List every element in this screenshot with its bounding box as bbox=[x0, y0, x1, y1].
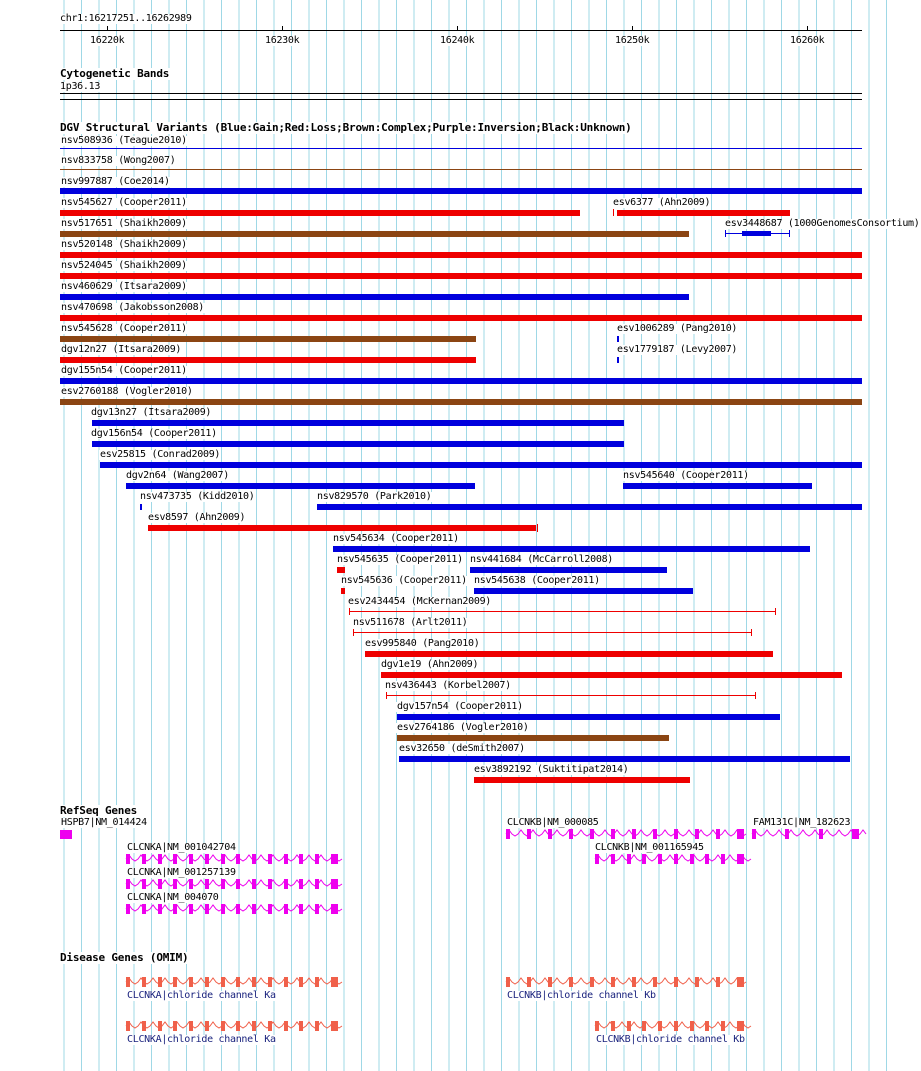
variant-line-loss[interactable] bbox=[353, 632, 752, 633]
variant-bar-end bbox=[755, 692, 756, 699]
variant-label[interactable]: esv8597 (Ahn2009) bbox=[148, 512, 246, 523]
exon-block bbox=[695, 977, 699, 987]
variant-label[interactable]: esv6377 (Ahn2009) bbox=[613, 197, 711, 208]
variant-bar-gain[interactable] bbox=[742, 231, 771, 236]
exon-block bbox=[527, 829, 531, 839]
exon-block bbox=[705, 854, 709, 864]
variant-label[interactable]: nsv545628 (Cooper2011) bbox=[61, 323, 187, 334]
exon-block bbox=[142, 879, 146, 889]
variant-bar-complex[interactable] bbox=[60, 231, 689, 237]
cytoband-line bbox=[60, 99, 862, 100]
variant-label[interactable]: dgv156n54 (Cooper2011) bbox=[91, 428, 217, 439]
variant-bar-loss[interactable] bbox=[60, 252, 862, 258]
exon-block bbox=[142, 904, 146, 914]
cytoband-track-title: Cytogenetic Bands bbox=[60, 67, 170, 80]
gene-label[interactable]: FAM131C|NM_182623 bbox=[753, 817, 851, 828]
exon-block bbox=[173, 1021, 177, 1031]
exon-block bbox=[268, 904, 272, 914]
exon-block bbox=[642, 1021, 646, 1031]
exon-block bbox=[653, 977, 657, 987]
exon-block bbox=[331, 1021, 338, 1031]
variant-label[interactable]: nsv473735 (Kidd2010) bbox=[140, 491, 255, 502]
variant-label[interactable]: nsv470698 (Jakobsson2008) bbox=[61, 302, 205, 313]
gene-label[interactable]: CLCNKB|NM_001165945 bbox=[595, 842, 704, 853]
exon-block bbox=[252, 1021, 256, 1031]
exon-block bbox=[236, 904, 240, 914]
exon-block bbox=[705, 1021, 709, 1031]
exon-block bbox=[189, 854, 193, 864]
variant-bar-loss[interactable] bbox=[474, 777, 690, 783]
exon-block bbox=[506, 977, 510, 987]
variant-bar-gain[interactable] bbox=[126, 483, 475, 489]
variant-bar-gain[interactable] bbox=[92, 420, 624, 426]
exon-block bbox=[299, 1021, 303, 1031]
variant-bar-gain[interactable] bbox=[333, 546, 810, 552]
variant-bar-gain[interactable] bbox=[92, 441, 624, 447]
gene-label[interactable]: HSPB7|NM_014424 bbox=[61, 817, 147, 828]
omim-track-title: Disease Genes (OMIM) bbox=[60, 951, 189, 964]
exon-block bbox=[221, 879, 225, 889]
ruler-tick-label: 16260k bbox=[790, 35, 825, 46]
exon-block bbox=[284, 904, 288, 914]
variant-bar-gain[interactable] bbox=[317, 504, 862, 510]
exon-block bbox=[785, 829, 789, 839]
variant-label[interactable]: dgv13n27 (Itsara2009) bbox=[91, 407, 212, 418]
variant-label[interactable]: esv2764186 (Vogler2010) bbox=[397, 722, 529, 733]
exon-block bbox=[268, 879, 272, 889]
exon-block bbox=[284, 977, 288, 987]
variant-bar-loss[interactable] bbox=[341, 588, 345, 594]
variant-label[interactable]: nsv545634 (Cooper2011) bbox=[333, 533, 459, 544]
dgv-track-title: DGV Structural Variants (Blue:Gain;Red:Loss;Brown:Complex;Purple:Inversion;Black:Unknown) bbox=[60, 121, 632, 134]
variant-bar-gain[interactable] bbox=[470, 567, 667, 573]
exon-block bbox=[268, 977, 272, 987]
exon-block bbox=[299, 879, 303, 889]
variant-label[interactable]: esv2760188 (Vogler2010) bbox=[61, 386, 193, 397]
variant-label[interactable]: dgv157n54 (Cooper2011) bbox=[397, 701, 523, 712]
variant-bar-end bbox=[353, 629, 354, 636]
ruler-tick-label: 16230k bbox=[265, 35, 300, 46]
exon-block bbox=[737, 1021, 744, 1031]
exon-block bbox=[299, 904, 303, 914]
variant-bar-loss[interactable] bbox=[60, 210, 580, 216]
gene-model bbox=[752, 828, 862, 840]
exon-block bbox=[173, 977, 177, 987]
variant-bar-end bbox=[789, 230, 790, 237]
exon-block bbox=[721, 854, 725, 864]
exon-block bbox=[737, 977, 744, 987]
variant-label[interactable]: nsv520148 (Shaikh2009) bbox=[61, 239, 187, 250]
variant-bar-gain[interactable] bbox=[399, 756, 850, 762]
exon-block bbox=[658, 1021, 662, 1031]
gene-model bbox=[126, 853, 341, 865]
exon-block bbox=[690, 854, 694, 864]
exon-block bbox=[611, 854, 615, 864]
exon-block bbox=[126, 904, 130, 914]
variant-bar-complex[interactable] bbox=[60, 399, 862, 405]
variant-label[interactable]: nsv829570 (Park2010) bbox=[317, 491, 432, 502]
exon-block bbox=[189, 1021, 193, 1031]
exon-block bbox=[331, 904, 338, 914]
variant-bar-end bbox=[613, 209, 614, 216]
variant-label[interactable]: dgv1e19 (Ahn2009) bbox=[381, 659, 479, 670]
variant-bar-end bbox=[349, 608, 350, 615]
exon-block bbox=[284, 879, 288, 889]
ruler-tick-label: 16220k bbox=[90, 35, 125, 46]
exon-block bbox=[252, 977, 256, 987]
variant-label[interactable]: nsv833758 (Wong2007) bbox=[61, 155, 176, 166]
variant-label[interactable]: dgv2n64 (Wang2007) bbox=[126, 470, 229, 481]
variant-bar-gain[interactable] bbox=[474, 588, 693, 594]
exon-block bbox=[632, 829, 636, 839]
exon-block bbox=[221, 904, 225, 914]
variant-label[interactable]: nsv460629 (Itsara2009) bbox=[61, 281, 187, 292]
exon-block bbox=[590, 829, 594, 839]
exon-block bbox=[284, 1021, 288, 1031]
variant-bar-complex[interactable] bbox=[397, 735, 669, 741]
ruler-tick bbox=[807, 26, 808, 30]
variant-bar-gain[interactable] bbox=[617, 336, 619, 342]
omim-gene-label[interactable]: CLCNKB|chloride channel Kb bbox=[596, 1034, 745, 1045]
variant-bar-end bbox=[386, 692, 387, 699]
exon-block bbox=[221, 854, 225, 864]
ruler-tick bbox=[282, 26, 283, 30]
variant-label[interactable]: nsv545636 (Cooper2011) bbox=[341, 575, 467, 586]
omim-gene-model bbox=[126, 976, 341, 988]
variant-bar-gain[interactable] bbox=[60, 188, 862, 194]
variant-label[interactable]: esv995840 (Pang2010) bbox=[365, 638, 480, 649]
exon-block bbox=[299, 854, 303, 864]
exon-block bbox=[653, 829, 657, 839]
variant-label[interactable]: esv2434454 (McKernan2009) bbox=[348, 596, 492, 607]
exon-block bbox=[205, 977, 209, 987]
variant-label[interactable]: nsv545635 (Cooper2011) bbox=[337, 554, 463, 565]
exon-block bbox=[819, 829, 823, 839]
variant-bar-loss[interactable] bbox=[381, 672, 842, 678]
variant-label[interactable]: nsv436443 (Korbel2007) bbox=[385, 680, 511, 691]
exon-block bbox=[173, 879, 177, 889]
exon-block bbox=[611, 977, 615, 987]
variant-label[interactable]: nsv517651 (Shaikh2009) bbox=[61, 218, 187, 229]
exon-block bbox=[331, 879, 338, 889]
exon-block bbox=[852, 829, 859, 839]
exon-block bbox=[569, 829, 573, 839]
exon-block bbox=[158, 854, 162, 864]
ruler-tick bbox=[632, 26, 633, 30]
exon-block bbox=[205, 904, 209, 914]
variant-label[interactable]: esv25815 (Conrad2009) bbox=[100, 449, 221, 460]
exon-block bbox=[284, 854, 288, 864]
exon-block bbox=[632, 977, 636, 987]
exon-block bbox=[331, 854, 338, 864]
exon-block bbox=[315, 879, 319, 889]
exon-block bbox=[695, 829, 699, 839]
omim-gene-label[interactable]: CLCNKA|chloride channel Ka bbox=[127, 990, 276, 1001]
exon-block bbox=[315, 854, 319, 864]
exon-block bbox=[506, 829, 510, 839]
exon-block bbox=[126, 977, 130, 987]
variant-bar-gain[interactable] bbox=[60, 294, 689, 300]
variant-bar-loss[interactable] bbox=[365, 651, 773, 657]
gene-label[interactable]: CLCNKB|NM_000085 bbox=[507, 817, 599, 828]
exon-block bbox=[126, 879, 130, 889]
variant-label[interactable]: dgv155n54 (Cooper2011) bbox=[61, 365, 187, 376]
exon-block bbox=[236, 1021, 240, 1031]
exon-block bbox=[690, 1021, 694, 1031]
variant-bar-complex[interactable] bbox=[60, 169, 862, 170]
exon-block bbox=[236, 879, 240, 889]
exon-block bbox=[142, 977, 146, 987]
variant-label[interactable]: nsv524045 (Shaikh2009) bbox=[61, 260, 187, 271]
variant-label[interactable]: nsv511678 (Arlt2011) bbox=[353, 617, 468, 628]
exon-block bbox=[158, 879, 162, 889]
variant-bar-end bbox=[725, 230, 726, 237]
variant-label[interactable]: esv3892192 (Suktitipat2014) bbox=[474, 764, 629, 775]
exon-block bbox=[548, 829, 552, 839]
region-label: chr1:16217251..16262989 bbox=[60, 13, 192, 24]
variant-bar-gain[interactable] bbox=[100, 462, 862, 468]
variant-bar-loss[interactable] bbox=[617, 210, 790, 216]
intron-line bbox=[506, 830, 746, 836]
refseq-track-title: RefSeq Genes bbox=[60, 804, 138, 817]
variant-label[interactable]: nsv508936 (Teague2010) bbox=[61, 135, 187, 146]
exon-block bbox=[142, 1021, 146, 1031]
variant-label[interactable]: esv1006289 (Pang2010) bbox=[617, 323, 738, 334]
ruler-tick-label: 16250k bbox=[615, 35, 650, 46]
exon-block bbox=[252, 854, 256, 864]
exon-block bbox=[189, 977, 193, 987]
variant-bar-loss[interactable] bbox=[148, 525, 536, 531]
variant-bar-gain[interactable] bbox=[397, 714, 780, 720]
exon-block bbox=[315, 1021, 319, 1031]
exon-block bbox=[611, 829, 615, 839]
omim-gene-label[interactable]: CLCNKB|chloride channel Kb bbox=[507, 990, 656, 1001]
cytoband-label: 1p36.13 bbox=[60, 81, 101, 92]
ruler-line bbox=[60, 30, 862, 31]
exon-block bbox=[590, 977, 594, 987]
variant-label[interactable]: dgv12n27 (Itsara2009) bbox=[61, 344, 182, 355]
variant-bar-gain[interactable] bbox=[60, 148, 862, 149]
variant-bar-end bbox=[775, 608, 776, 615]
exon-block bbox=[737, 829, 744, 839]
variant-label[interactable]: esv1779187 (Levy2007) bbox=[617, 344, 738, 355]
exon-block bbox=[627, 854, 631, 864]
exon-block bbox=[158, 1021, 162, 1031]
exon-block bbox=[716, 977, 720, 987]
exon-block bbox=[721, 1021, 725, 1031]
variant-bar-loss[interactable] bbox=[60, 315, 862, 321]
exon-block bbox=[142, 854, 146, 864]
variant-bar-loss[interactable] bbox=[60, 357, 476, 363]
variant-label[interactable]: esv32650 (deSmith2007) bbox=[399, 743, 525, 754]
exon-block bbox=[173, 904, 177, 914]
exon-block bbox=[569, 977, 573, 987]
exon-block bbox=[221, 1021, 225, 1031]
intron-line bbox=[752, 830, 866, 836]
omim-gene-model bbox=[595, 1020, 747, 1032]
variant-bar-gain[interactable] bbox=[60, 378, 862, 384]
gene-label[interactable]: CLCNKA|NM_001042704 bbox=[127, 842, 236, 853]
gene-model bbox=[126, 878, 341, 890]
exon-block bbox=[737, 854, 744, 864]
gene-label[interactable]: CLCNKA|NM_004070 bbox=[127, 892, 219, 903]
omim-gene-model bbox=[506, 976, 747, 988]
exon-block bbox=[205, 854, 209, 864]
exon-block bbox=[315, 904, 319, 914]
exon-block bbox=[716, 829, 720, 839]
exon-block bbox=[158, 904, 162, 914]
variant-label[interactable]: nsv545638 (Cooper2011) bbox=[474, 575, 600, 586]
gene-model[interactable] bbox=[60, 830, 72, 839]
exon-block bbox=[236, 854, 240, 864]
exon-block bbox=[126, 854, 130, 864]
variant-bar-end bbox=[751, 629, 752, 636]
ruler-tick-label: 16240k bbox=[440, 35, 475, 46]
exon-block bbox=[595, 1021, 599, 1031]
variant-label[interactable]: nsv441684 (McCarroll2008) bbox=[470, 554, 614, 565]
exon-block bbox=[268, 1021, 272, 1031]
exon-block bbox=[658, 854, 662, 864]
exon-block bbox=[126, 1021, 130, 1031]
gene-model bbox=[126, 903, 341, 915]
variant-label[interactable]: nsv545627 (Cooper2011) bbox=[61, 197, 187, 208]
exon-block bbox=[595, 854, 599, 864]
variant-bar-gain[interactable] bbox=[623, 483, 812, 489]
variant-bar-loss[interactable] bbox=[337, 567, 345, 573]
omim-gene-model bbox=[126, 1020, 341, 1032]
intron-line bbox=[595, 855, 751, 861]
variant-label[interactable]: esv3448687 (1000GenomesConsortium) bbox=[725, 218, 920, 229]
variant-bar-end bbox=[537, 524, 538, 532]
exon-block bbox=[315, 977, 319, 987]
variant-bar-gain[interactable] bbox=[140, 504, 142, 510]
variant-bar-complex[interactable] bbox=[60, 336, 476, 342]
ruler-tick bbox=[107, 26, 108, 30]
exon-block bbox=[221, 977, 225, 987]
gene-model bbox=[506, 828, 747, 840]
intron-line bbox=[595, 1022, 751, 1028]
exon-block bbox=[158, 977, 162, 987]
ruler-tick bbox=[457, 26, 458, 30]
exon-block bbox=[527, 977, 531, 987]
variant-line-loss[interactable] bbox=[386, 695, 756, 696]
exon-block bbox=[548, 977, 552, 987]
cytoband-line bbox=[60, 93, 862, 94]
variant-line-loss[interactable] bbox=[349, 611, 776, 612]
exon-block bbox=[173, 854, 177, 864]
exon-block bbox=[627, 1021, 631, 1031]
exon-block bbox=[674, 977, 678, 987]
omim-gene-label[interactable]: CLCNKA|chloride channel Ka bbox=[127, 1034, 276, 1045]
exon-block bbox=[268, 854, 272, 864]
gene-model bbox=[595, 853, 747, 865]
exon-block bbox=[205, 1021, 209, 1031]
exon-block bbox=[674, 854, 678, 864]
exon-block bbox=[189, 879, 193, 889]
variant-bar-gain[interactable] bbox=[617, 357, 619, 363]
gene-label[interactable]: CLCNKA|NM_001257139 bbox=[127, 867, 236, 878]
exon-block bbox=[205, 879, 209, 889]
exon-block bbox=[674, 1021, 678, 1031]
intron-line bbox=[506, 978, 746, 984]
exon-block bbox=[252, 879, 256, 889]
exon-block bbox=[189, 904, 193, 914]
exon-block bbox=[236, 977, 240, 987]
exon-block bbox=[642, 854, 646, 864]
variant-label[interactable]: nsv997887 (Coe2014) bbox=[61, 176, 170, 187]
exon-block bbox=[611, 1021, 615, 1031]
exon-block bbox=[674, 829, 678, 839]
exon-block bbox=[252, 904, 256, 914]
variant-bar-loss[interactable] bbox=[60, 273, 862, 279]
exon-block bbox=[331, 977, 338, 987]
exon-block bbox=[752, 829, 756, 839]
variant-label[interactable]: nsv545640 (Cooper2011) bbox=[623, 470, 749, 481]
exon-block bbox=[299, 977, 303, 987]
